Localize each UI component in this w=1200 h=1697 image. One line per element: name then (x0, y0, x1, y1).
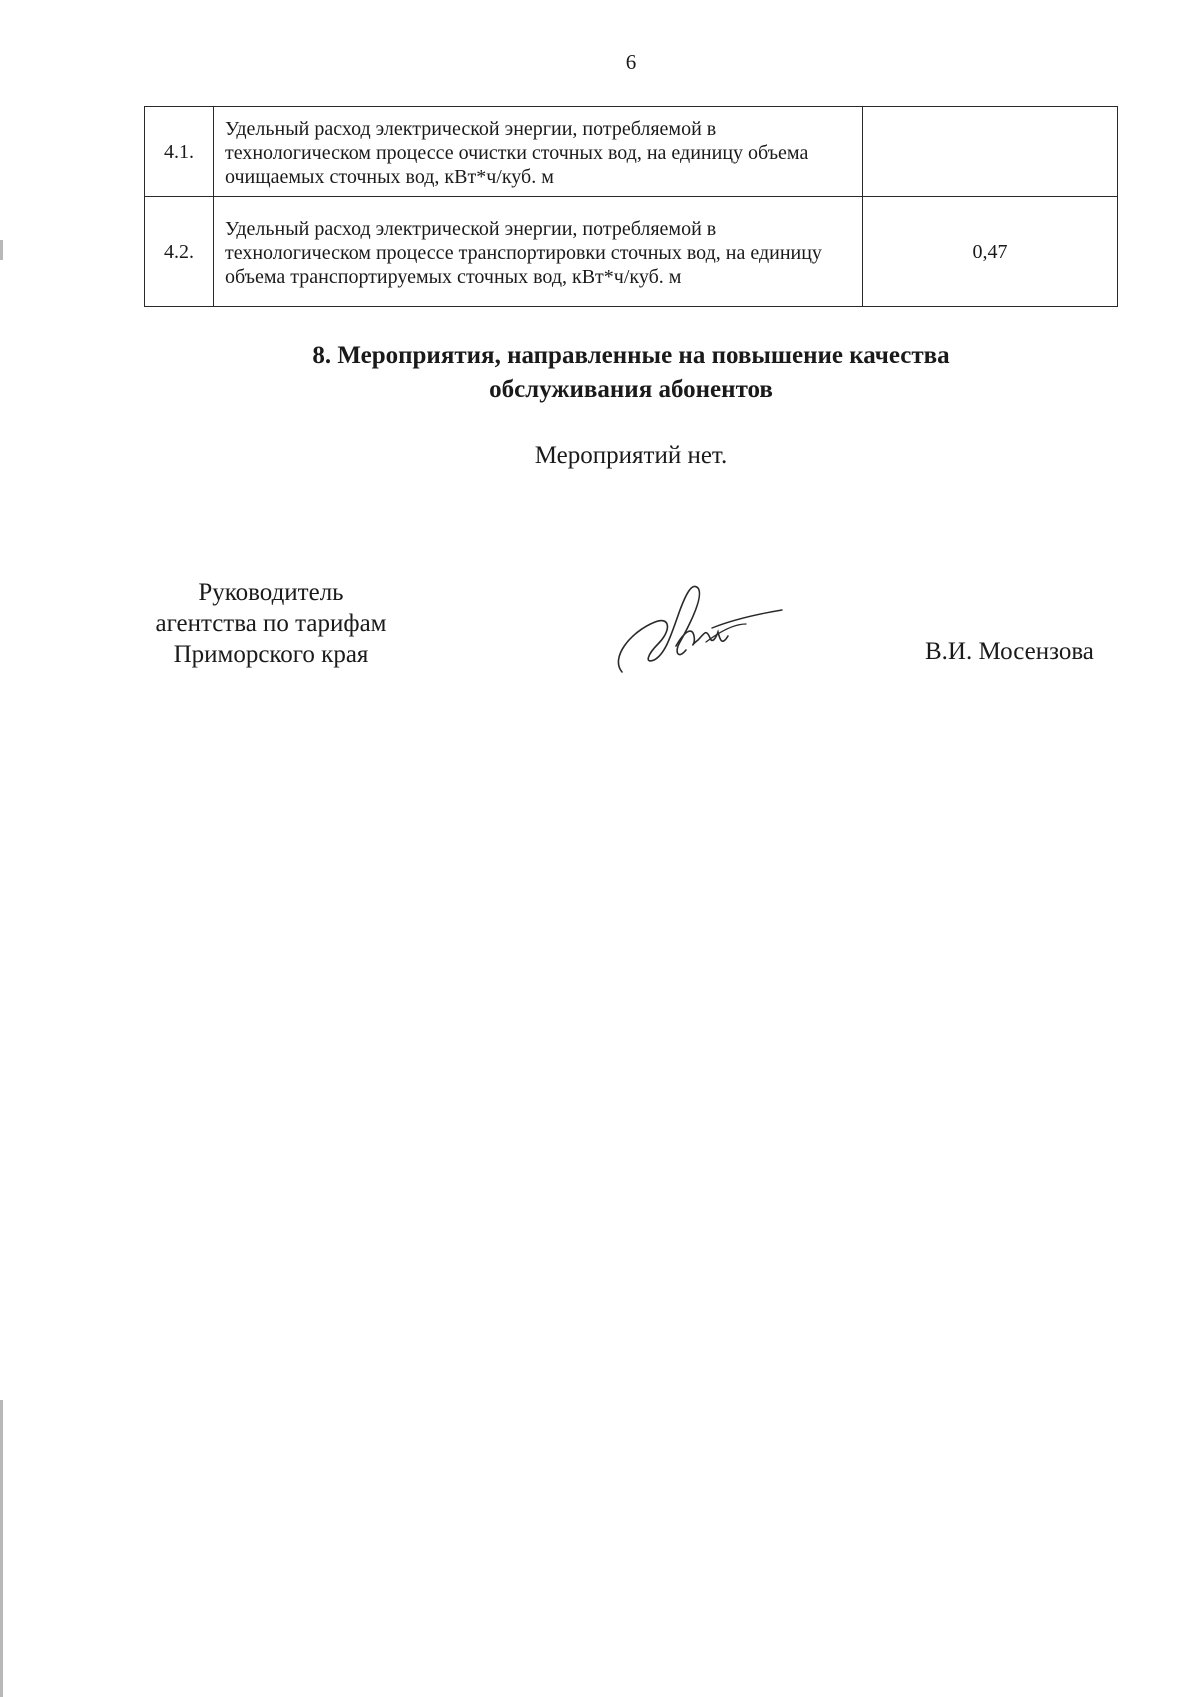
row-value (863, 107, 1118, 197)
section-heading (0, 339, 1200, 407)
page-number: 6 (625, 50, 637, 74)
row-value: 0,47 (863, 197, 1118, 307)
indicators-table (144, 106, 1118, 307)
scan-edge-mark (0, 240, 3, 260)
section-heading-line: обслуживания абонентов (489, 376, 773, 403)
signer-name: В.И. Мосензова (925, 638, 1094, 665)
signer-position-line: Приморского края (173, 641, 369, 668)
section-heading-line: 8. Мероприятия, направленные на повышение качества (312, 342, 950, 369)
signer-position (130, 577, 412, 670)
row-number: 4.1. (145, 107, 214, 197)
table-row (145, 197, 1118, 307)
row-number: 4.2. (145, 197, 214, 307)
scan-edge-mark (0, 1400, 3, 1697)
signer-position-line: агентства по тарифам (155, 610, 387, 637)
row-description: Удельный расход электрической энергии, потребляемой в технологическом процессе транспортировки сточных вод, на единицу объема транспортируемых сточных вод, кВт*ч/куб. м (214, 197, 863, 307)
table-row (145, 107, 1118, 197)
section-body-text: Мероприятий нет. (534, 442, 728, 469)
handwritten-signature-icon (610, 580, 785, 680)
row-description: Удельный расход электрической энергии, потребляемой в технологическом процессе очистки сточных вод, на единицу объема очищаемых сточных вод, кВт*ч/куб. м (214, 107, 863, 197)
signer-position-line: Руководитель (198, 579, 344, 606)
